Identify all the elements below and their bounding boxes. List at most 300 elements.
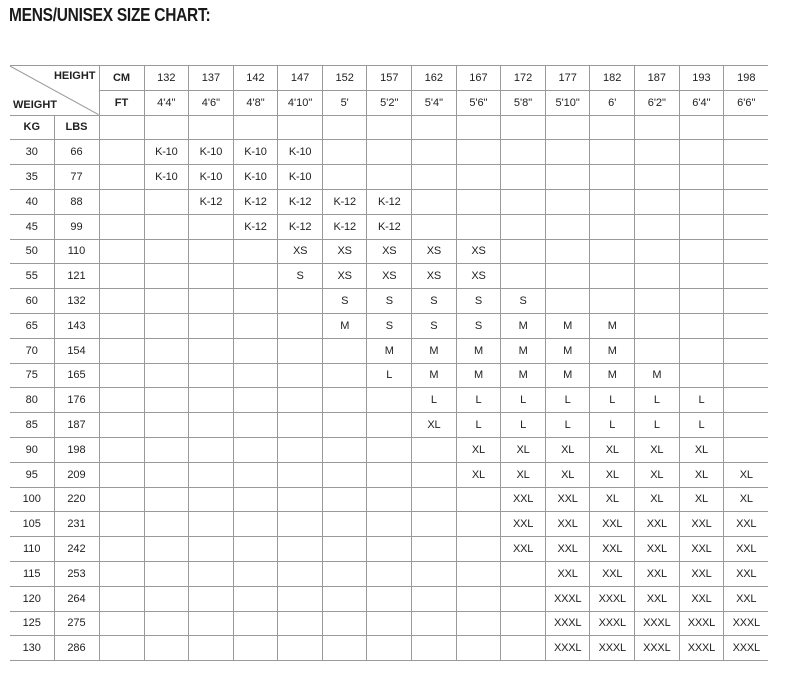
- empty-cell: [233, 487, 278, 512]
- size-cell: S: [501, 289, 546, 314]
- empty-cell: [233, 239, 278, 264]
- empty-cell: [545, 264, 590, 289]
- size-cell: XXXL: [590, 611, 635, 636]
- empty-cell: [367, 636, 412, 661]
- weight-unit-row: [10, 115, 768, 140]
- size-cell: K-12: [233, 214, 278, 239]
- empty-cell: [724, 388, 769, 413]
- empty-cell: [278, 512, 323, 537]
- empty-cell: [679, 289, 724, 314]
- weight-kg-cell: 90: [10, 437, 54, 462]
- weight-lbs-cell: 231: [54, 512, 99, 537]
- empty-cell: [367, 487, 412, 512]
- empty-cell: [412, 437, 457, 462]
- size-cell: XXXL: [635, 636, 680, 661]
- height-ft-cell: 5'10": [545, 90, 590, 115]
- size-cell: XS: [412, 239, 457, 264]
- empty-cell: [278, 462, 323, 487]
- empty-cell: [278, 388, 323, 413]
- size-chart-body: [10, 66, 768, 661]
- size-cell: XXXL: [545, 636, 590, 661]
- weight-kg-cell: 110: [10, 537, 54, 562]
- weight-kg-cell: 35: [10, 165, 54, 190]
- empty-cell: [679, 115, 724, 140]
- height-cm-row: [10, 66, 768, 91]
- empty-cell: [189, 561, 234, 586]
- height-cm-cell: 137: [189, 66, 234, 91]
- size-cell: M: [635, 363, 680, 388]
- size-cell: K-10: [278, 165, 323, 190]
- size-cell: L: [679, 388, 724, 413]
- weight-lbs-cell: 253: [54, 561, 99, 586]
- weight-lbs-cell: 154: [54, 338, 99, 363]
- weight-lbs-cell: 88: [54, 189, 99, 214]
- size-cell: L: [545, 388, 590, 413]
- weight-lbs-cell: 143: [54, 313, 99, 338]
- weight-row: [10, 140, 768, 165]
- empty-cell: [456, 214, 501, 239]
- size-cell: XXL: [724, 537, 769, 562]
- weight-row: [10, 636, 768, 661]
- empty-cell: [679, 189, 724, 214]
- empty-cell: [456, 586, 501, 611]
- size-cell: K-12: [322, 189, 367, 214]
- empty-cell: [322, 487, 367, 512]
- empty-cell: [367, 512, 412, 537]
- page-title: MENS/UNISEX SIZE CHART:: [9, 5, 211, 25]
- size-cell: K-12: [367, 214, 412, 239]
- size-cell: S: [322, 289, 367, 314]
- size-cell: S: [412, 313, 457, 338]
- empty-cell: [99, 636, 144, 661]
- weight-kg-cell: 125: [10, 611, 54, 636]
- height-ft-cell: 6': [590, 90, 635, 115]
- size-chart-table: [10, 65, 768, 661]
- empty-cell: [412, 537, 457, 562]
- weight-lbs-cell: 286: [54, 636, 99, 661]
- size-cell: XXL: [635, 561, 680, 586]
- size-cell: XS: [456, 264, 501, 289]
- empty-cell: [144, 115, 189, 140]
- size-cell: K-12: [278, 214, 323, 239]
- weight-row: [10, 611, 768, 636]
- weight-axis-label: WEIGHT: [13, 98, 57, 111]
- size-cell: XXL: [724, 586, 769, 611]
- size-cell: XXL: [679, 586, 724, 611]
- empty-cell: [99, 561, 144, 586]
- empty-cell: [189, 636, 234, 661]
- empty-cell: [367, 165, 412, 190]
- weight-lbs-cell: 110: [54, 239, 99, 264]
- size-cell: M: [412, 363, 457, 388]
- size-cell: XL: [456, 437, 501, 462]
- weight-row: [10, 487, 768, 512]
- height-cm-cell: 193: [679, 66, 724, 91]
- empty-cell: [99, 165, 144, 190]
- empty-cell: [189, 462, 234, 487]
- empty-cell: [144, 537, 189, 562]
- empty-cell: [278, 413, 323, 438]
- size-cell: XS: [456, 239, 501, 264]
- empty-cell: [189, 611, 234, 636]
- size-cell: M: [412, 338, 457, 363]
- size-cell: M: [545, 313, 590, 338]
- size-cell: XXL: [590, 512, 635, 537]
- empty-cell: [412, 140, 457, 165]
- weight-kg-cell: 30: [10, 140, 54, 165]
- empty-cell: [278, 115, 323, 140]
- empty-cell: [189, 487, 234, 512]
- size-cell: L: [635, 413, 680, 438]
- size-cell: K-10: [189, 165, 234, 190]
- empty-cell: [233, 437, 278, 462]
- size-cell: S: [367, 313, 412, 338]
- size-cell: XL: [501, 462, 546, 487]
- weight-lbs-cell: 198: [54, 437, 99, 462]
- weight-row: [10, 388, 768, 413]
- empty-cell: [322, 165, 367, 190]
- empty-cell: [189, 413, 234, 438]
- empty-cell: [99, 264, 144, 289]
- empty-cell: [724, 140, 769, 165]
- empty-cell: [724, 115, 769, 140]
- ft-unit-label: FT: [99, 90, 144, 115]
- size-cell: XXL: [545, 561, 590, 586]
- weight-row: [10, 512, 768, 537]
- empty-cell: [412, 561, 457, 586]
- size-cell: M: [545, 338, 590, 363]
- height-cm-cell: 187: [635, 66, 680, 91]
- size-cell: XXL: [679, 561, 724, 586]
- empty-cell: [233, 512, 278, 537]
- empty-cell: [635, 115, 680, 140]
- size-cell: XL: [456, 462, 501, 487]
- size-cell: M: [501, 363, 546, 388]
- weight-row: [10, 437, 768, 462]
- empty-cell: [322, 115, 367, 140]
- empty-cell: [412, 487, 457, 512]
- empty-cell: [144, 264, 189, 289]
- weight-kg-cell: 120: [10, 586, 54, 611]
- empty-cell: [99, 214, 144, 239]
- empty-cell: [144, 189, 189, 214]
- empty-cell: [456, 561, 501, 586]
- empty-cell: [501, 611, 546, 636]
- empty-cell: [456, 140, 501, 165]
- weight-row: [10, 561, 768, 586]
- height-ft-cell: 5'4": [412, 90, 457, 115]
- empty-cell: [233, 636, 278, 661]
- empty-cell: [545, 289, 590, 314]
- size-cell: XS: [367, 239, 412, 264]
- empty-cell: [412, 165, 457, 190]
- weight-row: [10, 239, 768, 264]
- size-cell: L: [679, 413, 724, 438]
- size-cell: XXXL: [679, 611, 724, 636]
- weight-kg-cell: 115: [10, 561, 54, 586]
- size-cell: S: [278, 264, 323, 289]
- empty-cell: [233, 388, 278, 413]
- empty-cell: [501, 586, 546, 611]
- empty-cell: [635, 264, 680, 289]
- empty-cell: [367, 537, 412, 562]
- size-cell: XL: [590, 487, 635, 512]
- weight-kg-cell: 55: [10, 264, 54, 289]
- empty-cell: [679, 338, 724, 363]
- empty-cell: [322, 586, 367, 611]
- empty-cell: [590, 189, 635, 214]
- empty-cell: [189, 289, 234, 314]
- empty-cell: [278, 338, 323, 363]
- size-cell: XXL: [590, 561, 635, 586]
- height-cm-cell: 157: [367, 66, 412, 91]
- empty-cell: [501, 636, 546, 661]
- size-cell: K-12: [189, 189, 234, 214]
- empty-cell: [144, 636, 189, 661]
- size-cell: XS: [322, 239, 367, 264]
- size-cell: L: [412, 388, 457, 413]
- weight-kg-cell: 105: [10, 512, 54, 537]
- empty-cell: [635, 239, 680, 264]
- empty-cell: [367, 413, 412, 438]
- empty-cell: [322, 363, 367, 388]
- empty-cell: [233, 561, 278, 586]
- empty-cell: [322, 537, 367, 562]
- size-cell: K-10: [233, 165, 278, 190]
- empty-cell: [724, 165, 769, 190]
- empty-cell: [545, 140, 590, 165]
- size-cell: XS: [322, 264, 367, 289]
- empty-cell: [635, 338, 680, 363]
- size-cell: XXL: [635, 512, 680, 537]
- empty-cell: [724, 264, 769, 289]
- empty-cell: [724, 189, 769, 214]
- height-ft-cell: 6'6": [724, 90, 769, 115]
- empty-cell: [189, 437, 234, 462]
- empty-cell: [144, 413, 189, 438]
- lbs-unit-label: LBS: [54, 115, 99, 140]
- empty-cell: [144, 462, 189, 487]
- size-cell: K-12: [233, 189, 278, 214]
- empty-cell: [278, 313, 323, 338]
- empty-cell: [545, 239, 590, 264]
- weight-lbs-cell: 220: [54, 487, 99, 512]
- size-cell: L: [590, 413, 635, 438]
- weight-kg-cell: 130: [10, 636, 54, 661]
- empty-cell: [99, 239, 144, 264]
- empty-cell: [322, 561, 367, 586]
- cm-unit-label: CM: [99, 66, 144, 91]
- empty-cell: [412, 611, 457, 636]
- weight-row: [10, 537, 768, 562]
- size-cell: XXL: [590, 537, 635, 562]
- size-cell: M: [456, 338, 501, 363]
- empty-cell: [367, 611, 412, 636]
- weight-lbs-cell: 187: [54, 413, 99, 438]
- height-ft-cell: 4'10": [278, 90, 323, 115]
- empty-cell: [412, 586, 457, 611]
- empty-cell: [278, 487, 323, 512]
- empty-cell: [724, 289, 769, 314]
- empty-cell: [501, 140, 546, 165]
- empty-cell: [322, 413, 367, 438]
- empty-cell: [679, 264, 724, 289]
- height-cm-cell: 167: [456, 66, 501, 91]
- weight-lbs-cell: 165: [54, 363, 99, 388]
- weight-lbs-cell: 176: [54, 388, 99, 413]
- empty-cell: [99, 289, 144, 314]
- size-cell: XL: [679, 462, 724, 487]
- empty-cell: [501, 561, 546, 586]
- size-cell: L: [456, 413, 501, 438]
- empty-cell: [99, 140, 144, 165]
- empty-cell: [233, 338, 278, 363]
- empty-cell: [322, 140, 367, 165]
- size-cell: M: [501, 313, 546, 338]
- empty-cell: [679, 214, 724, 239]
- empty-cell: [412, 636, 457, 661]
- size-cell: XL: [545, 462, 590, 487]
- empty-cell: [590, 165, 635, 190]
- weight-lbs-cell: 66: [54, 140, 99, 165]
- empty-cell: [322, 388, 367, 413]
- empty-cell: [679, 239, 724, 264]
- empty-cell: [189, 239, 234, 264]
- empty-cell: [635, 289, 680, 314]
- empty-cell: [590, 214, 635, 239]
- empty-cell: [456, 487, 501, 512]
- empty-cell: [367, 115, 412, 140]
- size-cell: L: [545, 413, 590, 438]
- height-cm-cell: 198: [724, 66, 769, 91]
- empty-cell: [99, 388, 144, 413]
- weight-kg-cell: 85: [10, 413, 54, 438]
- weight-row: [10, 165, 768, 190]
- weight-row: [10, 289, 768, 314]
- empty-cell: [322, 437, 367, 462]
- size-cell: M: [456, 363, 501, 388]
- empty-cell: [590, 264, 635, 289]
- empty-cell: [679, 165, 724, 190]
- size-cell: M: [590, 363, 635, 388]
- size-cell: XXXL: [635, 611, 680, 636]
- height-ft-row: [10, 90, 768, 115]
- empty-cell: [724, 239, 769, 264]
- empty-cell: [724, 363, 769, 388]
- size-cell: XXXL: [679, 636, 724, 661]
- empty-cell: [278, 289, 323, 314]
- size-cell: M: [590, 338, 635, 363]
- size-cell: XXL: [635, 586, 680, 611]
- empty-cell: [545, 214, 590, 239]
- empty-cell: [99, 313, 144, 338]
- size-cell: XXXL: [724, 611, 769, 636]
- empty-cell: [501, 214, 546, 239]
- empty-cell: [635, 140, 680, 165]
- empty-cell: [501, 115, 546, 140]
- size-cell: L: [635, 388, 680, 413]
- size-cell: XXXL: [590, 636, 635, 661]
- empty-cell: [367, 586, 412, 611]
- empty-cell: [144, 512, 189, 537]
- empty-cell: [99, 413, 144, 438]
- corner-header-cell: [10, 66, 99, 116]
- empty-cell: [233, 289, 278, 314]
- size-cell: K-12: [367, 189, 412, 214]
- empty-cell: [456, 512, 501, 537]
- height-cm-cell: 142: [233, 66, 278, 91]
- size-cell: L: [590, 388, 635, 413]
- size-cell: XXL: [501, 512, 546, 537]
- weight-kg-cell: 75: [10, 363, 54, 388]
- empty-cell: [99, 586, 144, 611]
- empty-cell: [322, 636, 367, 661]
- empty-cell: [322, 338, 367, 363]
- empty-cell: [144, 388, 189, 413]
- size-cell: K-10: [144, 165, 189, 190]
- empty-cell: [99, 512, 144, 537]
- weight-row: [10, 586, 768, 611]
- size-cell: XXL: [545, 487, 590, 512]
- empty-cell: [724, 338, 769, 363]
- empty-cell: [233, 586, 278, 611]
- height-cm-cell: 182: [590, 66, 635, 91]
- empty-cell: [278, 363, 323, 388]
- empty-cell: [412, 115, 457, 140]
- size-cell: XXL: [545, 512, 590, 537]
- size-cell: M: [322, 313, 367, 338]
- empty-cell: [189, 338, 234, 363]
- size-cell: XL: [679, 437, 724, 462]
- empty-cell: [233, 115, 278, 140]
- empty-cell: [144, 586, 189, 611]
- size-cell: XL: [590, 437, 635, 462]
- empty-cell: [635, 165, 680, 190]
- weight-kg-cell: 100: [10, 487, 54, 512]
- empty-cell: [679, 363, 724, 388]
- size-cell: XS: [412, 264, 457, 289]
- empty-cell: [189, 214, 234, 239]
- empty-cell: [144, 611, 189, 636]
- size-cell: XXXL: [724, 636, 769, 661]
- empty-cell: [99, 115, 144, 140]
- empty-cell: [367, 140, 412, 165]
- size-cell: K-10: [278, 140, 323, 165]
- empty-cell: [233, 413, 278, 438]
- size-cell: XL: [412, 413, 457, 438]
- size-cell: XXL: [501, 487, 546, 512]
- empty-cell: [456, 115, 501, 140]
- height-ft-cell: 4'4": [144, 90, 189, 115]
- empty-cell: [590, 140, 635, 165]
- empty-cell: [724, 437, 769, 462]
- height-ft-cell: 6'2": [635, 90, 680, 115]
- empty-cell: [189, 115, 234, 140]
- height-ft-cell: 4'8": [233, 90, 278, 115]
- height-cm-cell: 152: [322, 66, 367, 91]
- size-cell: K-12: [322, 214, 367, 239]
- weight-kg-cell: 95: [10, 462, 54, 487]
- size-cell: K-12: [278, 189, 323, 214]
- height-ft-cell: 5'2": [367, 90, 412, 115]
- height-cm-cell: 177: [545, 66, 590, 91]
- empty-cell: [99, 437, 144, 462]
- size-cell: M: [501, 338, 546, 363]
- size-cell: XXL: [679, 512, 724, 537]
- empty-cell: [679, 140, 724, 165]
- size-cell: L: [501, 413, 546, 438]
- size-cell: XXL: [679, 537, 724, 562]
